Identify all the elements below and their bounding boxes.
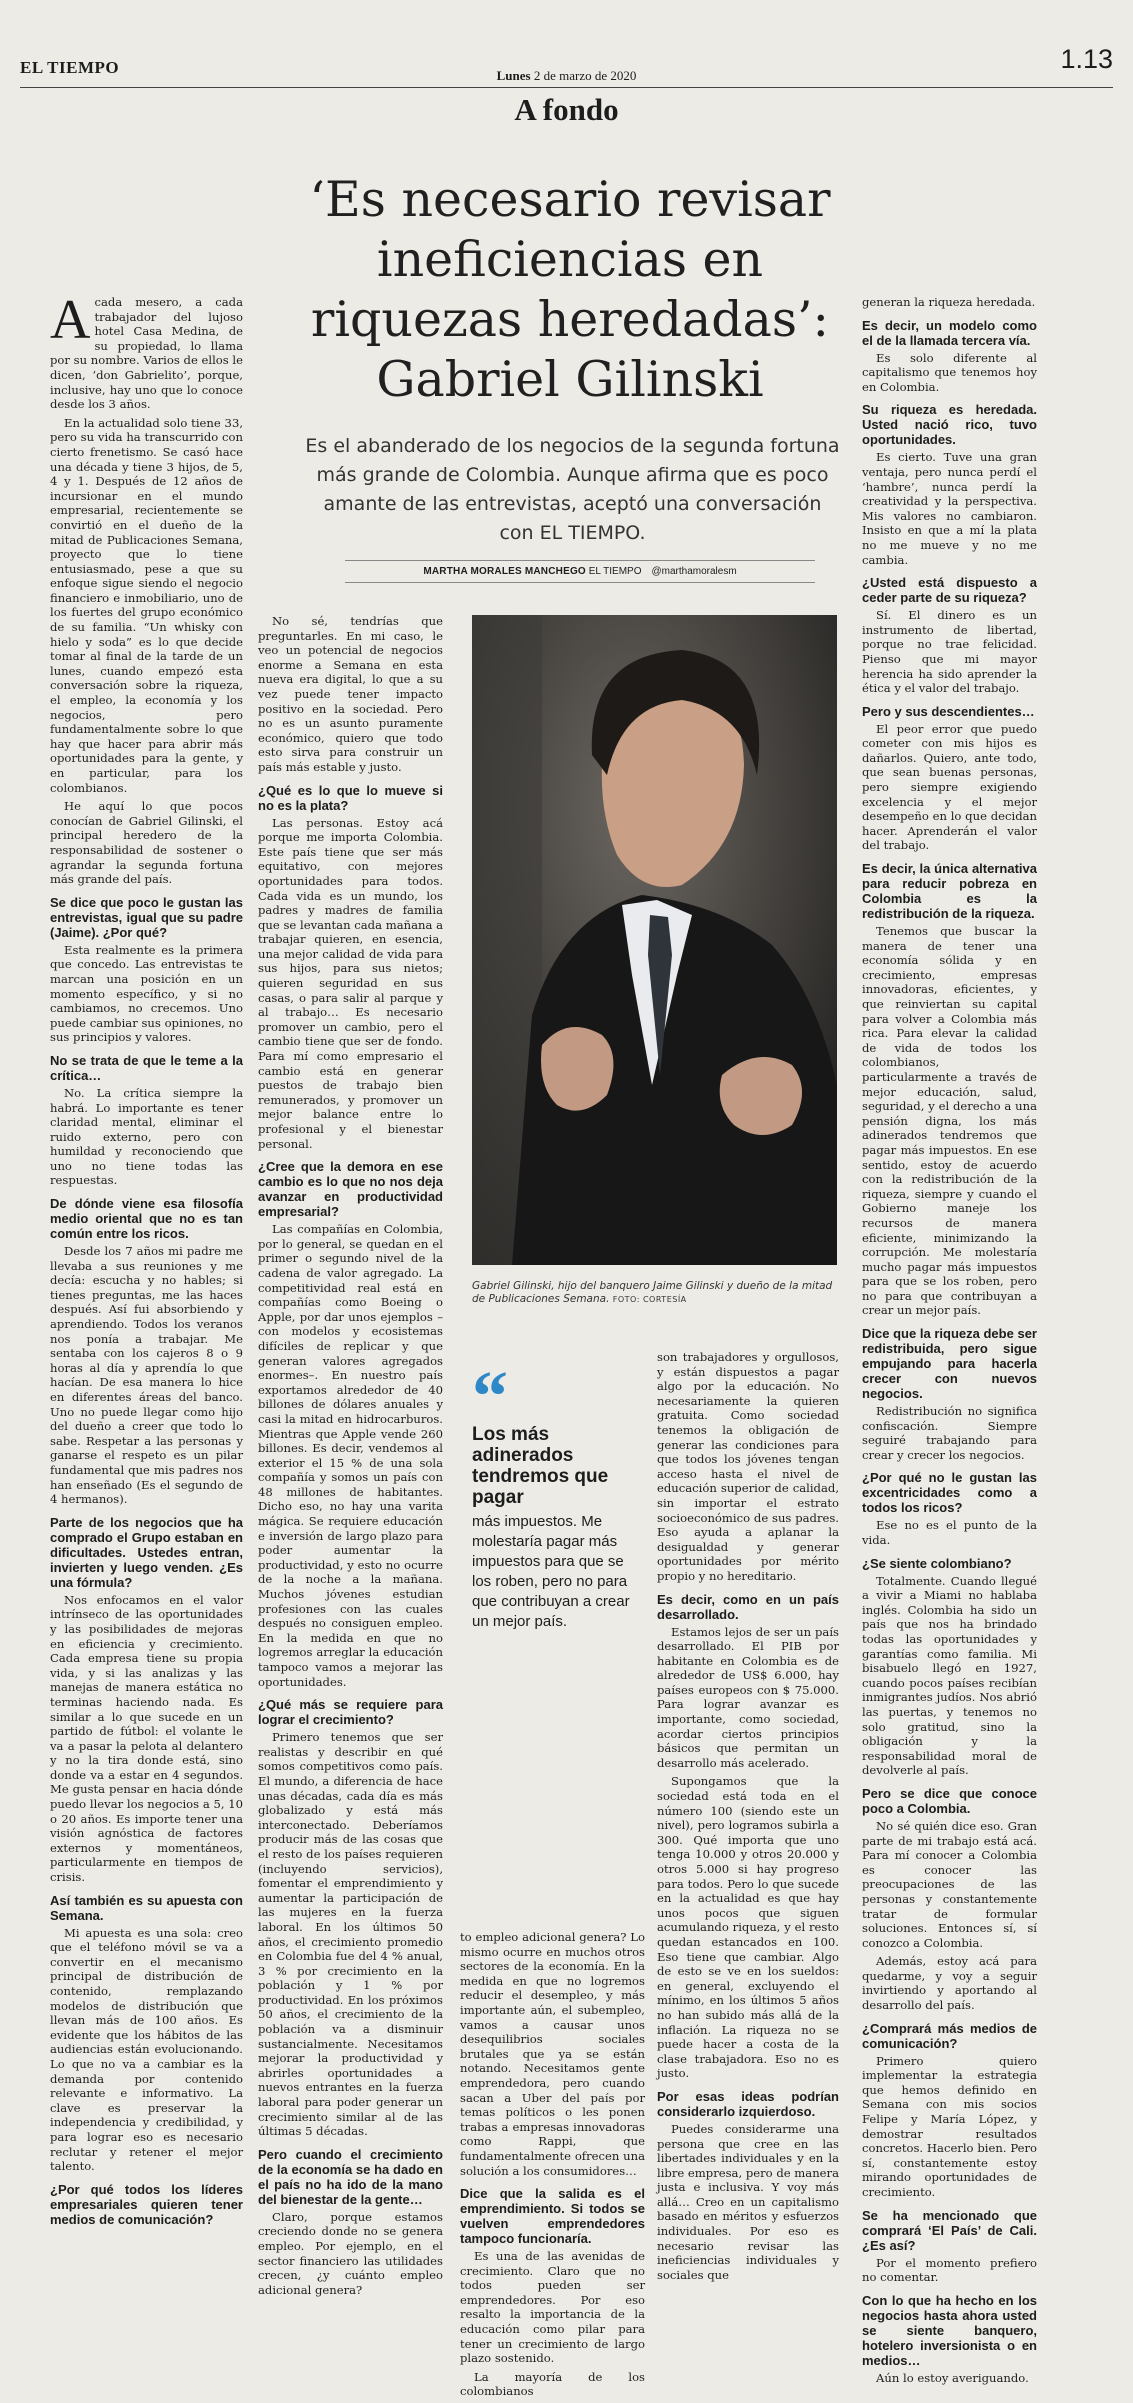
answer: Tenemos que buscar la manera de tener una economía sólida y en crecimiento, empresas innovadoras, eficientes, y que reinviertan su capital para volver a Colombia más rica. Para elevar la calidad de vida de todos los colombianos, particularmente a través de mejor educación, salud, seguridad, y el derecho a una pensión digna, los más adinerados tendremos que pagar más impuestos. En ese sentido, estoy de acuerdo con la redistribución de la riqueza, siempre y cuando el Gobierno maneje los recursos de manera eficiente, minimizando la corrupción. Me molestaría mucho pagar más impuestos para que se los roben, pero no para que contribuyan a crear un mejor país. — [862, 924, 1037, 1318]
question: ¿Por qué todos los líderes empresariales quieren tener medios de comunicación? — [50, 2181, 243, 2227]
answer: Es una de las avenidas de crecimiento. Claro que no todos pueden ser emprendedores. Por eso resalto la importancia de la educación como pilar para tener un crecimiento de largo plazo sostenido. — [460, 2249, 645, 2366]
column-1 — [50, 289, 243, 2230]
answer: son trabajadores y orgullosos, y están dispuestos a pagar algo por la educación. No necesariamente la quieren gratuita. Como sociedad tenemos la obligación de generar las condiciones para que todos los jóvenes tengan acceso hasta el nivel de educación superior de calidad, sin importar el estrato socioeconómico de sus padres. Eso ayuda a aplanar la desigualdad y generar oportunidades por mérito propio y no hereditario. — [657, 1350, 839, 1583]
answer: Es cierto. Tuve una gran ventaja, pero nunca perdí el ‘hambre’, nunca perdí la creatividad y la perspectiva. Mis valores no cambiaron. Insisto en que a mí la plata no me mueve y no me cambia. — [862, 450, 1037, 567]
answer: Aún lo estoy averiguando. — [876, 2370, 1029, 2385]
portrait-photo — [472, 615, 837, 1265]
masthead: EL TIEMPO — [20, 58, 120, 77]
date-day: Lunes — [496, 68, 531, 83]
headline: ‘Es necesario revisar ineficiencias en riquezas heredadas’: Gabriel Gilinski — [309, 171, 831, 408]
deck: Es el abanderado de los negocios de la segunda fortuna más grande de Colombia. Aunque afirma que es poco amante de las entrevistas, aceptó una conversación con EL TIEMPO. — [305, 435, 840, 544]
question: No se trata de que le teme a la crítica… — [50, 1052, 243, 1083]
question: ¿Qué más se requiere para lograr el crecimiento? — [258, 1697, 443, 1728]
answer: Mi apuesta es una sola: creo que el teléfono móvil se va a convertir en el mecanismo principal de distribución de contenido, remplazando modelos de distribución que llevan más de 100 años. Es evidente que los hábitos de las audiencias están evolucionando. Lo que no va a cambiar es la demanda por contenido relevante e informativo. La clave es preservar la independencia y credibilidad, y para lograr eso es necesario reclutar y retener el mejor talento. — [50, 1925, 243, 2174]
question: Es decir, un modelo como el de la llamada tercera vía. — [862, 317, 1037, 348]
caption-text: Gabriel Gilinski, hijo del banquero Jaime Gilinski y dueño de la mitad de Publicaciones Semana. — [472, 1280, 833, 1305]
question: ¿Qué es lo que lo mueve si no es la plata? — [258, 782, 443, 813]
question: ¿Cree que la demora en ese cambio es lo que no nos deja avanzar en productividad empresarial? — [258, 1159, 443, 1220]
question: Es decir, como en un país desarrollado. — [657, 1591, 839, 1622]
answer: No sé quién dice eso. Gran parte de mi trabajo está acá. Para mí conocer a Colombia es conocer las preocupaciones de las personas y constantemente tratar de formular soluciones. Entonces sí, sí conozco a Colombia. — [862, 1818, 1037, 1950]
date-rest: 2 de marzo de 2020 — [533, 68, 637, 83]
question: Es decir, la única alternativa para reducir pobreza en Colombia es la redistribución de la riqueza. — [862, 861, 1037, 922]
pull-quote — [472, 1356, 647, 1632]
question: ¿Por qué no le gustan las excentricidades como a todos los ricos? — [862, 1470, 1037, 1516]
answer: Esta realmente es la primera que concedo. Las entrevistas te marcan una posición en un momento específico, y si no cambiamos, no crecemos. Uno puede cambiar sus opiniones, no sus principios y valores. — [50, 942, 243, 1045]
page-number: 1.13 — [1060, 44, 1113, 74]
question: Pero se dice que conoce poco a Colombia. — [862, 1785, 1037, 1816]
question: Así también es su apuesta con Semana. — [50, 1892, 243, 1923]
answer: Primero tenemos que ser realistas y describir en qué somos competitivos como país. El mundo, a diferencia de hace unas décadas, cada día es más globalizado y está más interconectado. Deberíamos producir más de las cosas que el resto de los países requieren (incluyendo servicios), fomentar el emprendimiento y aumentar la participación de las mujeres en la fuerza laboral. En los últimos 50 años, el crecimiento promedio en Colombia fue del 4 % anual, 3 % por crecimiento en la población y 1 % por productividad. En los próximos 50 años, el crecimiento de la población va a disminuir sustancialmente. Necesitamos mejorar la productividad y abrirles oportunidades a nuevos entrantes en la fuerza laboral para poder generar un crecimiento similar al de las últimas 5 décadas. — [258, 1730, 443, 2139]
question: ¿Comprará más medios de comunicación? — [862, 2020, 1037, 2051]
answer: El peor error que puedo cometer con mis hijos es dañarlos. Quiero, ante todo, que sean buenas personas, pero siempre exigiendo excelencia y el mejor desempeño en lo que decidan hacer. Aprenderán el valor del trabajo. — [862, 721, 1037, 853]
question: Dice que la riqueza debe ser redistribuida, pero sigue empujando para hacerla crecer con nuevos negocios. — [862, 1326, 1037, 1402]
byline-author: MARTHA MORALES MANCHEGO — [423, 566, 586, 577]
answer: Totalmente. Cuando llegué a vivir a Miami no hablaba inglés. Colombia ha sido un país que nos ha brindado todas las oportunidades y garantías como familia. Mi bisabuelo llegó en 1927, cuando pocos países recibían inmigrantes judíos. Nos abrió las puertas, y tenemos no solo gratitud, sino la obligación y la responsabilidad moral de devolverle al país. — [862, 1573, 1037, 1778]
answer: Estamos lejos de ser un país desarrollado. El PIB por habitante en Colombia es de alrededor de US$ 6.000, hay países europeos con $ 75.000. Para lograr avanzar es importante, como sociedad, acordar ciertos principios básicos que permitan un desarrollo más acelerado. — [657, 1624, 839, 1770]
answer: Supongamos que la sociedad está toda en el número 100 (siendo este un nivel), pero logramos subirla a 300. Qué importa que uno tenga 10.000 y otros 20.000 y otros 5.000 si hay progreso para todos. Pero lo que sucede en la actualidad es que hay unos pocos que siguen acumulando riqueza, y el resto quedan estancados en 100. Eso tiene que cambiar. Algo de esto se ve en los sueldos: en general, excluyendo el mínimo, en los últimos 5 años no han subido más allá de la inflación. La riqueza no se puede hacer a costa de la clase trabajadora. Eso no es justo. — [657, 1774, 839, 2081]
pull-quote-lead: Los más adinerados tendremos que pagar — [472, 1424, 609, 1508]
byline — [345, 560, 815, 583]
paragraph: Acada mesero, a cada trabajador del lujoso hotel Casa Medina, de su propiedad, lo llama por su nombre. Varios de ellos le dicen, ‘don Gabrielito’, porque, inclusive, hay uno que lo conoce desde los 3 años. — [50, 289, 243, 412]
answer: Desde los 7 años mi padre me llevaba a sus reuniones y me decía: escucha y no hables; si tienes preguntas, me las haces después. Así fui absorbiendo y aprendiendo. Todos los veranos nos ponía a trabajar. Me sentaba con los cajeros 8 o 9 horas al día y aprendía lo que hacían. De esa manera lo hice en diferentes áreas del banco. Uno no puede llegar como hijo del dueño a creer que todo lo sabe. Respetar a las personas y ganarse el respeto es un pilar fundamental que mis padres nos han enseñado (Es el segundo de 4 hermanos). — [50, 1244, 243, 1507]
quote-mark-icon: “ — [472, 1356, 508, 1436]
answer: Nos enfocamos en el valor intrínseco de las oportunidades y las posibilidades de mejoras en eficiencia y crecimiento. Cada empresa tiene su propia vida, y si las analizas y las manejas de manera estática no terminas haciendo nada. Es similar a lo que sucede en un partido de fútbol: el volante le va a pasar la pelota al delantero y no la tira donde está, sino donde va a estar en 4 segundos. Me gusta pensar en hacia dónde puedo llevar los negocios a 5, 10 o 20 años. Es importe tener una visión agnóstica de factores externos y momentáneos, particularmente en tiempos de crisis. — [50, 1592, 243, 1885]
answer: Puedes considerarme una persona que cree en las libertades individuales y en la libre empresa, pero de manera justa e inclusiva. Y voy más allá… Creo en un capitalismo basado en méritos y esfuerzos individuales. Por eso es necesario revisar las ineficiencias individuales y sociales que — [657, 2121, 839, 2282]
top-rule — [20, 87, 1113, 88]
column-5 — [862, 295, 1037, 2389]
drop-cap: A — [50, 289, 91, 351]
column-4 — [657, 1350, 839, 2286]
paragraph: He aquí lo que pocos conocían de Gabriel Gilinski, el principal heredero de la responsabilidad de sostener o agrandar la segunda fortuna más grande del país. — [50, 799, 243, 887]
section-title: A fondo — [514, 92, 619, 127]
question: Por esas ideas podrían considerarlo izquierdoso. — [657, 2088, 839, 2119]
question: Parte de los negocios que ha comprado el Grupo estaban en dificultades. Ustedes entran, invierten y luego venden. ¿Es una fórmula? — [50, 1514, 243, 1590]
photo-caption — [472, 1280, 837, 1306]
portrait-illustration — [472, 615, 837, 1265]
photo-credit: FOTO: CORTESÍA — [612, 1295, 687, 1304]
question: Se ha mencionado que comprará ‘El País’ de Cali. ¿Es así? — [862, 2207, 1037, 2253]
column-2 — [258, 614, 443, 2301]
question: Su riqueza es heredada. Usted nació rico, tuvo oportunidades. — [862, 402, 1037, 448]
question: Con lo que ha hecho en los negocios hasta ahora usted se siente banquero, hotelero inversionista o en medios… — [862, 2292, 1037, 2368]
answer: Además, estoy acá para quedarme, y voy a seguir invirtiendo y aportando al desarrollo del país. — [862, 1954, 1037, 2013]
byline-outlet: EL TIEMPO — [588, 566, 642, 577]
question: ¿Usted está dispuesto a ceder parte de su riqueza? — [862, 575, 1037, 606]
answer: Las compañías en Colombia, por lo general, se quedan en el primer o segundo nivel de la cadena de valor agregado. La competitividad real está en compañías como Boeing o Apple, por dar unos ejemplos –con modelos y ecosistemas difíciles de replicar y que generan valores agregados enormes–. En nuestro país exportamos alrededor de 40 billones de dólares anuales y casi la mitad en hidrocarburos. Mientras que Apple vende 260 billones. Es decir, vendemos al exterior el 15 % de una sola compañía y somos un país con 48 millones de habitantes. Dicho eso, no hay una varita mágica. Se requiere educación e inversión de largo plazo para poder aumentar la productividad, y esto no ocurre de la noche a la mañana. Muchos jóvenes estudian profesiones con las cuales después no consiguen empleo. En la medida en que no logremos arreglar la educación tampoco vamos a mejorar las oportunidades. — [258, 1222, 443, 1689]
answer: Por el momento prefiero no comentar. — [862, 2255, 1037, 2285]
pull-quote-rest: más impuestos. Me molestaría pagar más impuestos para que se los roben, pero no para que contribuyan a crear un mejor país. — [472, 1513, 630, 1630]
answer: to empleo adicional genera? Lo mismo ocurre en muchos otros sectores de la economía. En la medida en que no logremos reducir el desempleo, y más importante aún, el subempleo, vamos a causar unos desequilibrios sociales brutales que ya se están notando. Necesitamos gente emprendedora, pero cuando sacan a Uber del país por temas políticos o les ponen trabas a empresas innovadoras como Rappi, que fundamentalmente ofrecen una solución a los consumidores… — [460, 1930, 645, 2178]
answer: Primero quiero implementar la estrategia que hemos definido en Semana con mis socios Felipe y María López, y demostrar resultados concretos. Hacerlo bien. Pero sí, constantemente estoy mirando oportunidades de crecimiento. — [862, 2053, 1037, 2199]
column-3 — [460, 1930, 645, 2403]
answer: La mayoría de los colombianos — [460, 2369, 645, 2399]
question: ¿Se siente colombiano? — [862, 1555, 1012, 1571]
dateline — [0, 68, 1133, 84]
question: Dice que la salida es el emprendimiento. Si todos se vuelven emprendedores tampoco funcionaría. — [460, 2186, 645, 2247]
byline-twitter: @marthamoralesm — [651, 566, 737, 577]
answer: Redistribución no significa confiscación. Siempre seguiré trabajando para crear y crecer los negocios. — [862, 1404, 1037, 1462]
question: Pero cuando el crecimiento de la economía se ha dado en el país no ha ido de la mano del bienestar de la gente… — [258, 2146, 443, 2207]
answer: Las personas. Estoy acá porque me importa Colombia. Este país tiene que ser más equitativo, con mejores oportunidades para todos. Cada vida es un mundo, los padres y madres de familia que se levantan cada mañana a trabajar quieren, en esencia, una mejor calidad de vida para sus hijos, para sus nietos; quieren seguridad en sus casas, o para salir al parque y al trabajo… Es necesario promover un cambio, pero el cambio tiene que ser de fondo. Para mí como empresario el cambio está en generar puestos de trabajo bien remunerados, y promover un mejor balance entre lo profesional y el bienestar personal. — [258, 815, 443, 1151]
answer: Ese no es el punto de la vida. — [862, 1518, 1037, 1548]
paragraph: En la actualidad solo tiene 33, pero su vida ha transcurrido con cierto frenetismo. Se casó hace una década y tiene 3 hijos, de 5, 4 y 1. Después de 12 años de incursionar en el mundo empresarial, recientemente se convirtió en el dueño de la mitad de Publicaciones Semana, proyecto que lo tiene entusiasmado, pese a que su enfoque sigue siendo el negocio financiero e inmobiliario, uno de los fuertes del grupo económico de su familia. “Un whisky con hielo y soda” es lo que decide tomar al final de la tarde de un lunes, cuando empezó esta conversación sobre la riqueza, el empleo, la economía y los negocios, pero fundamentalmente sobre lo que hay que hacer para abrir más oportunidades para la gente, y en particular, para los colombianos. — [50, 415, 243, 795]
answer: generan la riqueza heredada. — [862, 295, 1036, 309]
answer: Sí. El dinero es un instrumento de libertad, porque no trae felicidad. Pienso que mi mayor herencia ha sido aprender la ética y el valor del trabajo. — [862, 608, 1037, 696]
question: Se dice que poco le gustan las entrevistas, igual que su padre (Jaime). ¿Por qué? — [50, 894, 243, 940]
answer: No sé, tendrías que preguntarles. En mi caso, le veo un potencial de negocios enorme a Semana en esta nueva era digital, lo que a su vez puede tener impacto positivo en la sociedad. Pero no es un asunto puramente económico, quiero que todo esto sirva para construir un país más estable y justo. — [258, 614, 443, 774]
question: De dónde viene esa filosofía medio oriental que no es tan común entre los ricos. — [50, 1196, 243, 1242]
answer: Claro, porque estamos creciendo donde no se genera empleo. Por ejemplo, en el sector financiero las utilidades crecen, ¿y cuánto empleo adicional genera? — [258, 2209, 443, 2297]
answer: No. La crítica siempre la habrá. Lo importante es tener claridad mental, eliminar el ruido externo, pero con humildad y reconociendo que uno no tiene todas las respuestas. — [50, 1085, 243, 1188]
question: Pero y sus descendientes… — [862, 703, 1035, 719]
answer: Es solo diferente al capitalismo que tenemos hoy en Colombia. — [862, 350, 1037, 394]
